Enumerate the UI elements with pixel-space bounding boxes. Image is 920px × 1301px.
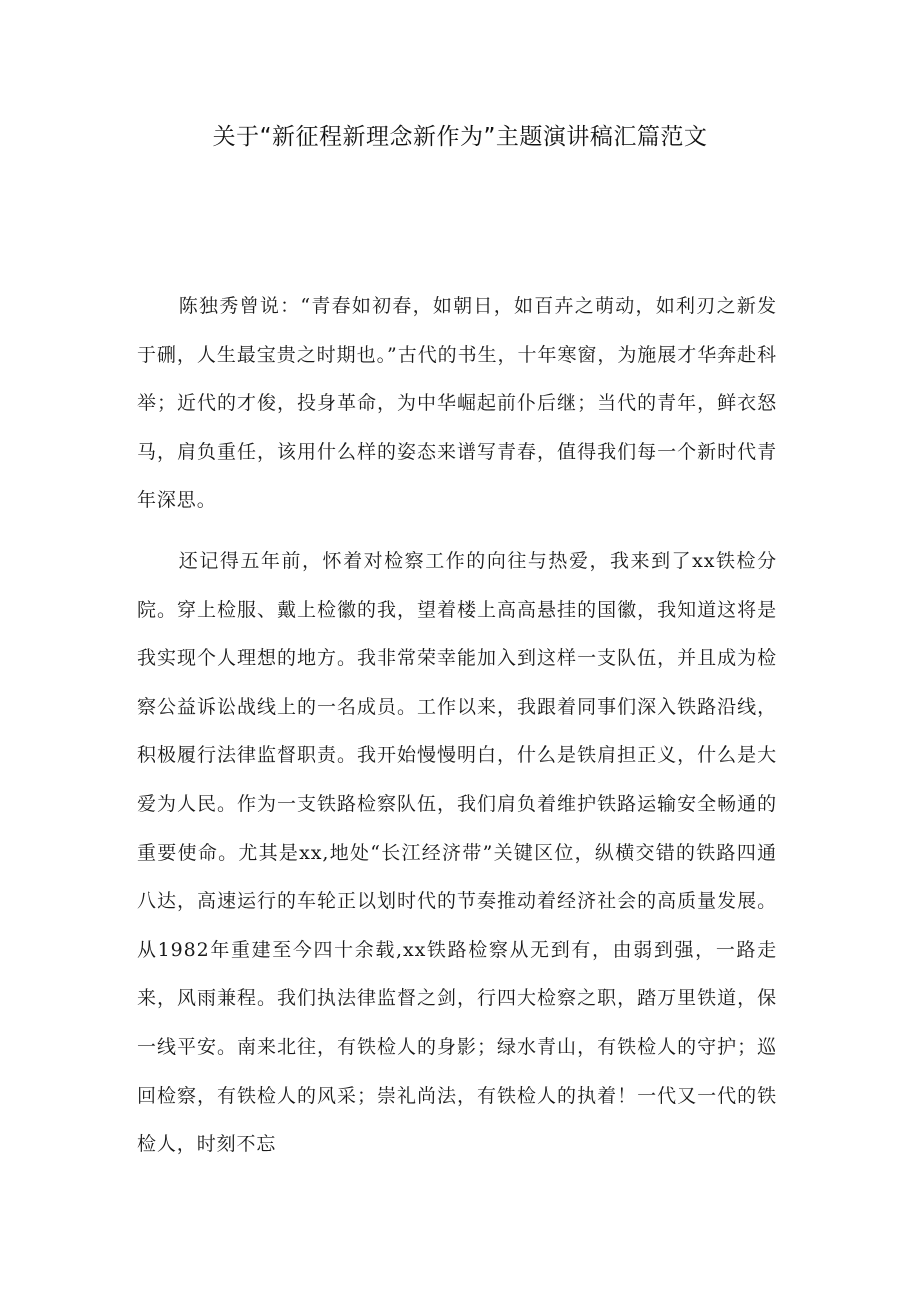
- document-title: 关于“新征程新理念新作为”主题演讲稿汇篇范文: [212, 124, 708, 150]
- paragraph-1: 陈独秀曾说：“青春如初春，如朝日，如百卉之萌动，如利刃之新发于硎，人生最宝贵之时期也。”古代的书生，十年寒窗，为施展才华奔赴科举；近代的才俊，投身革命，为中华崛起前仆后继；当代的青年，鲜衣怒马，肩负重任，该用什么样的姿态来谱写青春，值得我们每一个新时代青年深思。: [137, 295, 777, 512]
- document-body: [137, 282, 777, 1169]
- paragraph-2: 还记得五年前，怀着对检察工作的向往与热爱，我来到了xx铁检分院。穿上检服、戴上检徽的我，望着楼上高高悬挂的国徽，我知道这将是我实现个人理想的地方。我非常荣幸能加入到这样一支队伍，并且成为检察公益诉讼战线上的一名成员。工作以来，我跟着同事们深入铁路沿线，积极履行法律监督职责。我开始慢慢明白，什么是铁肩担正义，什么是大爱为人民。作为一支铁路检察队伍，我们肩负着维护铁路运输安全畅通的重要使命。尤其是xx,地处“长江经济带”关键区位，纵横交错的铁路四通八达，高速运行的车轮正以划时代的节奏推动着经济社会的高质量发展。从1982年重建至今四十余载,xx铁路检察从无到有，由弱到强，一路走来，风雨兼程。我们执法律监督之剑，行四大检察之职，踏万里铁道，保一线平安。南来北往，有铁检人的身影；绿水青山，有铁检人的守护；巡回检察，有铁检人的风采；崇礼尚法，有铁检人的执着！一代又一代的铁检人，时刻不忘: [137, 549, 777, 1156]
